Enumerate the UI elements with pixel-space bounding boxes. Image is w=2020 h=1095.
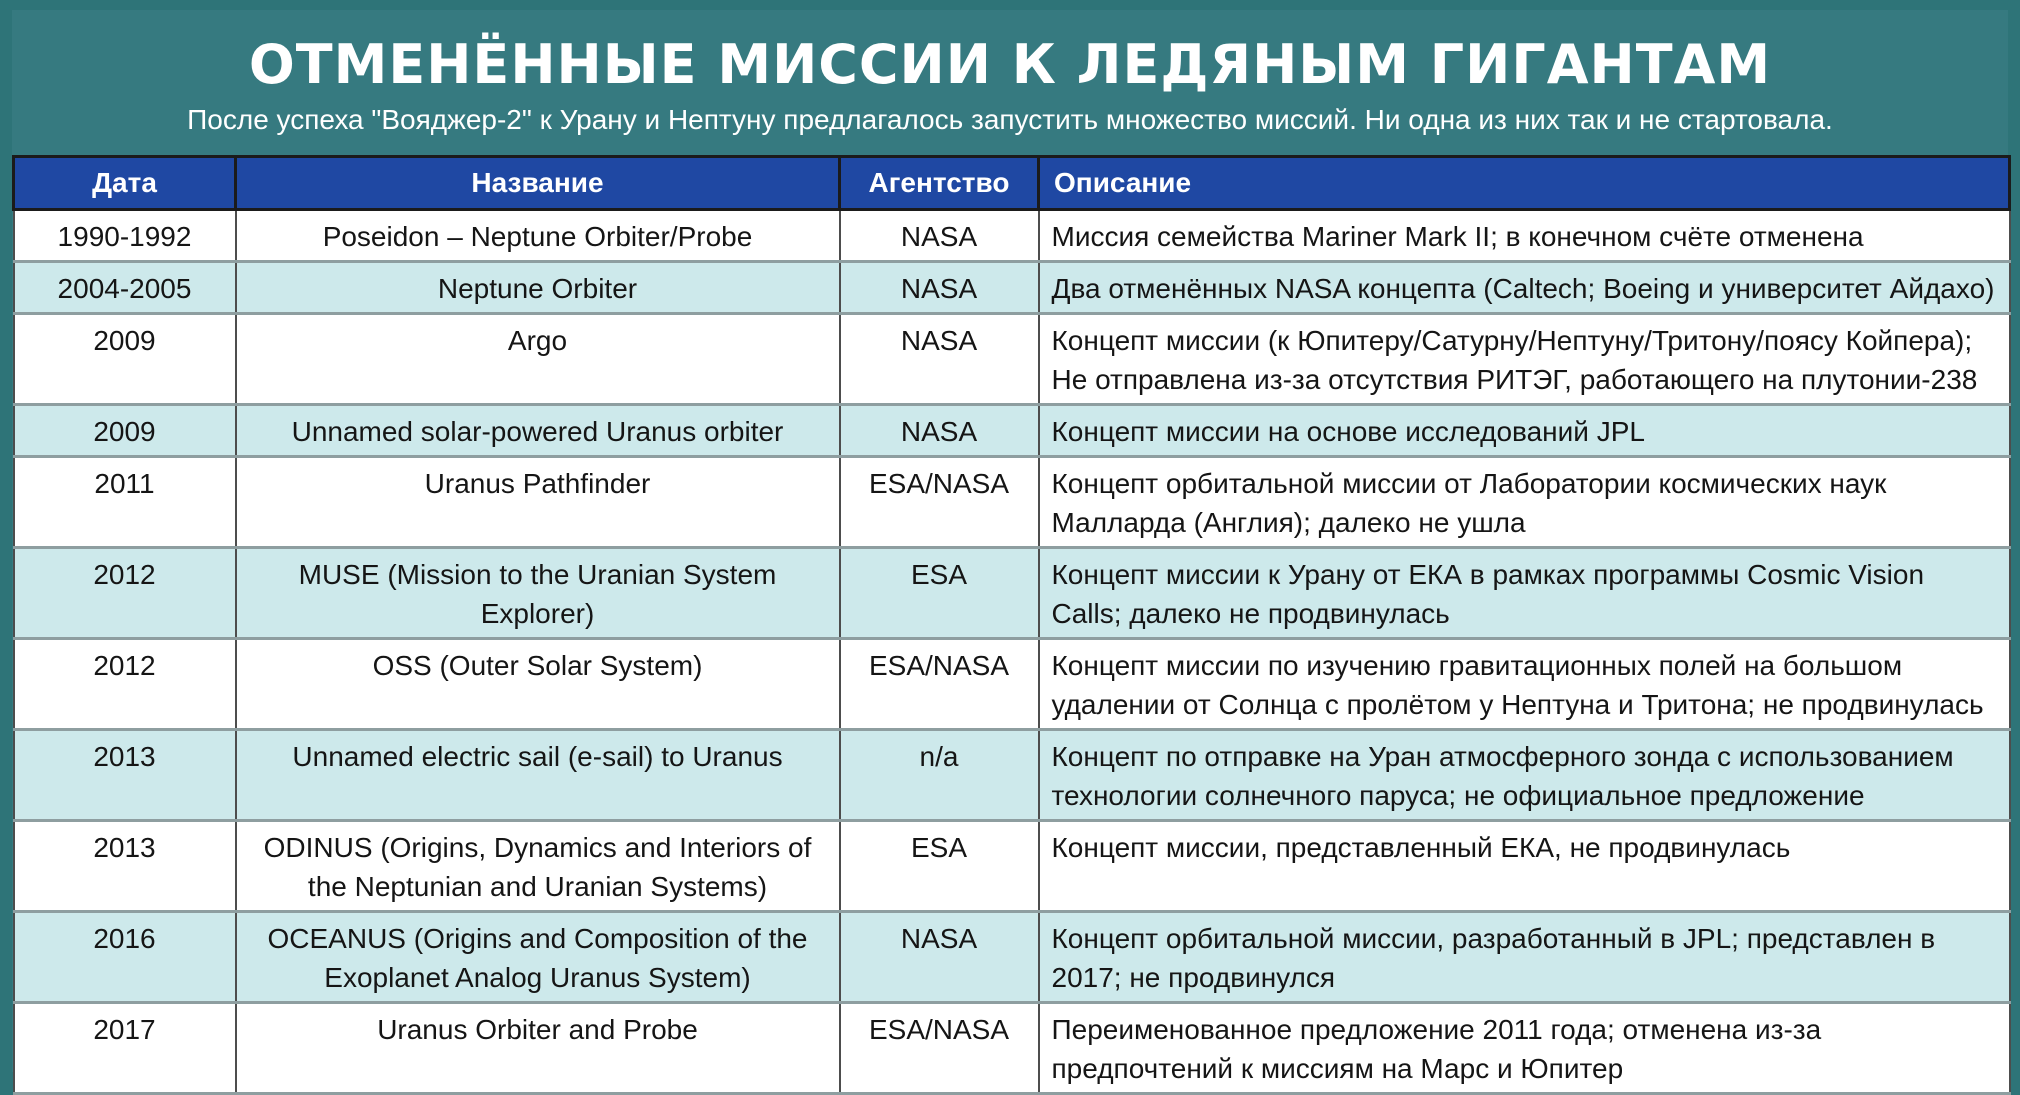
- cell-date: 2017: [14, 1003, 236, 1094]
- cell-name: OSS (Outer Solar System): [236, 639, 840, 730]
- table-row: [14, 912, 2010, 1003]
- table-row: [14, 210, 2010, 262]
- cell-agency: NASA: [840, 405, 1039, 457]
- table-row: [14, 639, 2010, 730]
- cell-description: Концепт миссии, представленный ЕКА, не продвинулась: [1039, 821, 2010, 912]
- cell-agency: ESA: [840, 821, 1039, 912]
- table-row: [14, 262, 2010, 314]
- cell-date: 2012: [14, 639, 236, 730]
- cell-agency: NASA: [840, 314, 1039, 405]
- table-row: [14, 314, 2010, 405]
- table-row: [14, 457, 2010, 548]
- cell-date: 1990-1992: [14, 210, 236, 262]
- column-header-name: Название: [236, 157, 840, 210]
- cell-agency: NASA: [840, 262, 1039, 314]
- missions-table: [12, 155, 2011, 1095]
- cell-agency: ESA: [840, 548, 1039, 639]
- cell-name: Uranus Pathfinder: [236, 457, 840, 548]
- header: [12, 10, 2008, 155]
- cell-agency: NASA: [840, 210, 1039, 262]
- column-header-agency: Агентство: [840, 157, 1039, 210]
- table-row: [14, 548, 2010, 639]
- cell-agency: NASA: [840, 912, 1039, 1003]
- cell-name: Unnamed electric sail (e-sail) to Uranus: [236, 730, 840, 821]
- table-row: [14, 405, 2010, 457]
- cell-agency: n/a: [840, 730, 1039, 821]
- column-header-description: Описание: [1039, 157, 2010, 210]
- cell-agency: ESA/NASA: [840, 457, 1039, 548]
- cell-name: ODINUS (Origins, Dynamics and Interiors of the Neptunian and Uranian Systems): [236, 821, 840, 912]
- cell-agency: ESA/NASA: [840, 1003, 1039, 1094]
- cell-description: Концепт миссии по изучению гравитационных полей на большом удалении от Солнца с пролётом у Нептуна и Тритона; не продвинулась: [1039, 639, 2010, 730]
- cell-date: 2013: [14, 821, 236, 912]
- page-subtitle: После успеха "Вояджер-2" к Урану и Нептуну предлагалось запустить множество миссий. Ни одна из них так и не стартовала.: [187, 104, 1833, 135]
- infographic-frame: [12, 10, 2008, 1084]
- cell-description: Миссия семейства Mariner Mark II; в конечном счёте отменена: [1039, 210, 2010, 262]
- cell-description: Концепт миссии (к Юпитеру/Сатурну/Нептуну/Тритону/поясу Койпера); Не отправлена из-за отсутствия РИТЭГ, работающего на плутонии-238: [1039, 314, 2010, 405]
- cell-date: 2016: [14, 912, 236, 1003]
- cell-agency: ESA/NASA: [840, 639, 1039, 730]
- cell-description: Концепт по отправке на Уран атмосферного зонда с использованием технологии солнечного паруса; не официальное предложение: [1039, 730, 2010, 821]
- cell-description: Переименованное предложение 2011 года; отменена из-за предпочтений к миссиям на Марс и Юпитер: [1039, 1003, 2010, 1094]
- table-row: [14, 730, 2010, 821]
- cell-description: Концепт миссии на основе исследований JPL: [1039, 405, 2010, 457]
- cell-name: OCEANUS (Origins and Composition of the Exoplanet Analog Uranus System): [236, 912, 840, 1003]
- cell-name: MUSE (Mission to the Uranian System Explorer): [236, 548, 840, 639]
- cell-description: Концепт миссии к Урану от ЕКА в рамках программы Cosmic Vision Calls; далеко не продвинулась: [1039, 548, 2010, 639]
- cell-date: 2013: [14, 730, 236, 821]
- cell-description: Два отменённых NASA концепта (Caltech; Boeing и университет Айдахо): [1039, 262, 2010, 314]
- cell-name: Poseidon – Neptune Orbiter/Probe: [236, 210, 840, 262]
- cell-name: Unnamed solar-powered Uranus orbiter: [236, 405, 840, 457]
- cell-name: Argo: [236, 314, 840, 405]
- cell-description: Концепт орбитальной миссии, разработанный в JPL; представлен в 2017; не продвинулся: [1039, 912, 2010, 1003]
- table-row: [14, 821, 2010, 912]
- cell-date: 2012: [14, 548, 236, 639]
- cell-date: 2004-2005: [14, 262, 236, 314]
- column-header-date: Дата: [14, 157, 236, 210]
- cell-date: 2009: [14, 314, 236, 405]
- cell-description: Концепт орбитальной миссии от Лаборатории космических наук Малларда (Англия); далеко не ушла: [1039, 457, 2010, 548]
- cell-date: 2009: [14, 405, 236, 457]
- table-header-row: [14, 157, 2010, 210]
- cell-name: Uranus Orbiter and Probe: [236, 1003, 840, 1094]
- cell-name: Neptune Orbiter: [236, 262, 840, 314]
- page-title: ОТМЕНЁННЫЕ МИССИИ К ЛЕДЯНЫМ ГИГАНТАМ: [248, 33, 1772, 96]
- cell-date: 2011: [14, 457, 236, 548]
